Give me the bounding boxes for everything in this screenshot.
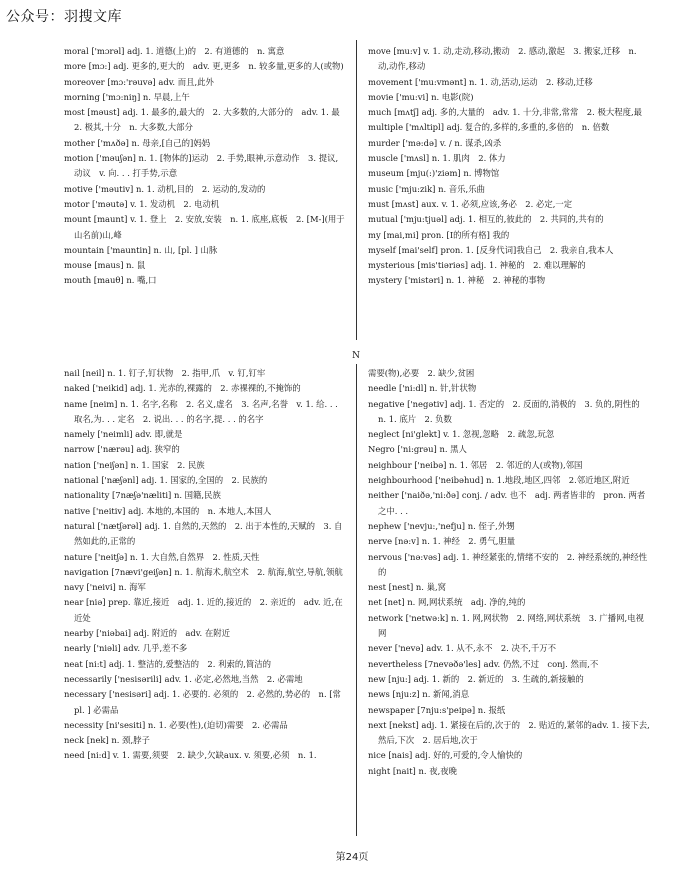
dictionary-entry: nail [neil] n. 1. 钉子,钉状物 2. 指甲,爪 v. 钉,钉牢 — [64, 368, 266, 378]
section-letter: N — [352, 351, 360, 361]
dictionary-entry: network ['netwə:k] n. 1. 网,网状物 2. 网络,网状系统 3. 广播网,电视网 — [368, 612, 644, 639]
dictionary-entry: moral ['mɔrəl] adj. 1. 道德(上)的 2. 有道德的 n. 寓意 — [64, 46, 285, 56]
dictionary-entry: nation ['neiʃən] n. 1. 国家 2. 民族 — [64, 459, 205, 470]
dictionary-entry: necessarily ['nesisərili] adv. 1. 必定,必然地,当然 2. 必需地 — [64, 673, 303, 684]
dictionary-entry: neck [nek] n. 颈,脖子 — [64, 735, 150, 746]
dictionary-entry: myself [mai'self] pron. 1. [反身代词]我自己 2. 我亲自,我本人 — [368, 244, 614, 255]
dictionary-entry: neat [ni:t] adj. 1. 整洁的,爱整洁的 2. 利索的,简洁的 — [64, 658, 271, 669]
dictionary-entry: namely ['neimli] adv. 即,就是 — [64, 429, 183, 440]
dictionary-entry: new [nju:] adj. 1. 新的 2. 新近的 3. 生疏的,新接触的 — [368, 673, 584, 684]
dictionary-entry: museum [mju(:)'ziəm] n. 博物馆 — [368, 168, 500, 179]
dictionary-entry: more [mɔ:] adj. 更多的,更大的 adv. 更,更多 n. 较多量,更多的人(或物) — [64, 61, 344, 72]
dictionary-entry: mutual ['mju:tjuəl] adj. 1. 相互的,彼此的 2. 共同的,共有的 — [368, 214, 604, 225]
dictionary-entry: mount [maunt] v. 1. 登上 2. 安放,安装 n. 1. 底座,底板 2. [M-](用于山名前)山,峰 — [64, 214, 345, 240]
column-divider-bottom — [356, 364, 357, 836]
dictionary-entry: nice [nais] adj. 好的,可爱的,令人愉快的 — [368, 750, 523, 761]
dictionary-entry: national ['næʃənl] adj. 1. 国家的,全国的 2. 民族的 — [64, 475, 268, 486]
dictionary-entry: movement ['mu:vmənt] n. 1. 动,活动,运动 2. 移动,迁移 — [368, 76, 593, 87]
dictionary-entry: move [mu:v] v. 1. 动,走动,移动,搬动 2. 感动,激起 3. 搬家,迁移 n. 动,动作,移动 — [368, 46, 637, 72]
dictionary-entry: most [məust] adj. 1. 最多的,最大的 2. 大多数的,大部分的 adv. 1. 最 2. 极其,十分 n. 大多数,大部分 — [64, 107, 349, 133]
dictionary-entry: neighbour ['neibə] n. 1. 邻居 2. 邻近的人(或物),邻国 — [368, 459, 583, 470]
dictionary-entry: nearby ['niəbai] adj. 附近的 adv. 在附近 — [64, 628, 230, 639]
dictionary-entry: navigation [7nævi'geiʃən] n. 1. 航海术,航空术 2. 航海,航空,导航,领航 — [64, 566, 343, 577]
dictionary-entry: near [niə] prep. 靠近,接近 adj. 1. 近的,接近的 2. 亲近的 adv. 近,在近处 — [64, 597, 343, 623]
dictionary-entry: neighbourhood ['neibəhud] n. 1.地段,地区,四邻 2.邻近地区,附近 — [368, 475, 630, 486]
dictionary-entry: night [nait] n. 夜,夜晚 — [368, 765, 457, 776]
n-section-left-column — [64, 366, 346, 764]
dictionary-entry: music ['mju:zik] n. 音乐,乐曲 — [368, 183, 485, 194]
dictionary-entry: mouth [mauθ] n. 嘴,口 — [64, 275, 157, 286]
column-divider-top — [356, 40, 357, 340]
m-section-left-column — [64, 44, 349, 289]
dictionary-entry: navy ['neivi] n. 海军 — [64, 582, 146, 593]
dictionary-entry: mysterious [mis'tiəriəs] adj. 1. 神秘的 2. 难以理解的 — [368, 260, 586, 271]
dictionary-entry: motor ['məutə] v. 1. 发动机 2. 电动机 — [64, 198, 220, 209]
dictionary-entry: must [mʌst] aux. v. 1. 必须,应该,务必 2. 必定,一定 — [368, 198, 573, 209]
dictionary-entry: mystery ['mistəri] n. 1. 神秘 2. 神秘的事物 — [368, 275, 546, 286]
watermark: 公众号：羽搜文库 — [6, 9, 122, 25]
dictionary-entry: muscle ['mʌsl] n. 1. 肌肉 2. 体力 — [368, 153, 506, 164]
dictionary-entry: motion ['məuʃən] n. 1. [物体的]运动 2. 手势,眼神,示意动作 3. 提议,动议 v. 向. . . 打手势,示意 — [64, 153, 339, 179]
m-section-right-column — [368, 44, 650, 289]
dictionary-entry: mother ['mʌðə] n. 母亲,[自己的]妈妈 — [64, 137, 211, 148]
n-section-right-column — [368, 366, 650, 779]
dictionary-entry: native ['neitiv] adj. 本地的,本国的 n. 本地人,本国人 — [64, 505, 272, 516]
dictionary-entry: morning ['mɔ:niŋ] n. 早晨,上午 — [64, 91, 190, 102]
dictionary-entry: nest [nest] n. 巢,窝 — [368, 582, 447, 593]
dictionary-entry: naked ['neikid] adj. 1. 光赤的,裸露的 2. 赤裸裸的,不掩饰的 — [64, 383, 301, 394]
dictionary-entry: nephew ['nevju:,'nefju] n. 侄子,外甥 — [368, 520, 515, 531]
dictionary-entry: necessity [ni'sesiti] n. 1. 必要(性),(迫切)需要 2. 必需品 — [64, 719, 288, 730]
dictionary-entry: negative ['negətiv] adj. 1. 否定的 2. 反面的,消极的 3. 负的,阴性的 n. 1. 底片 2. 负数 — [368, 398, 648, 424]
dictionary-entry: next [nekst] adj. 1. 紧接在后的,次于的 2. 贴近的,紧邻的adv. 1. 接下去,然后,下次 2. 居后地,次于 — [368, 719, 650, 746]
dictionary-entry: neglect [ni'glekt] v. 1. 忽视,忽略 2. 疏忽,玩忽 — [368, 429, 555, 440]
dictionary-entry: murder ['mə:də] v. / n. 谋杀,凶杀 — [368, 137, 502, 148]
dictionary-entry: nationality [7næʃə'næliti] n. 国籍,民族 — [64, 490, 221, 501]
dictionary-entry: multiple ['mʌltipl] adj. 复合的,多样的,多重的,多倍的 n. 倍数 — [368, 122, 610, 133]
dictionary-entry: need [ni:d] v. 1. 需要,须要 2. 缺少,欠缺aux. v. 须要,必须 n. 1. — [64, 750, 317, 761]
dictionary-entry: neither ['naiðə,'ni:ðə] conj. / adv. 也不 adj. 两者皆非的 pron. 两者之中. . . — [368, 490, 646, 516]
dictionary-entry: narrow ['nærəu] adj. 狭窄的 — [64, 444, 180, 455]
dictionary-entry: moreover [mɔ:'rəuvə] adv. 而且,此外 — [64, 76, 214, 87]
dictionary-entry: nerve [nə:v] n. 1. 神经 2. 勇气,胆量 — [368, 536, 516, 547]
dictionary-entry: net [net] n. 网,网状系统 adj. 净的,纯的 — [368, 597, 526, 608]
dictionary-entry: mountain ['mauntin] n. 山, [pl. ] 山脉 — [64, 244, 218, 255]
dictionary-entry: newspaper [7nju:s'peipə] n. 报纸 — [368, 704, 506, 715]
dictionary-entry: nature ['neitʃə] n. 1. 大自然,自然界 2. 性质,天性 — [64, 551, 260, 562]
dictionary-entry: my [mai,mi] pron. [I的所有格] 我的 — [368, 229, 510, 240]
dictionary-entry: name [neim] n. 1. 名字,名称 2. 名义,虚名 3. 名声,名誉 v. 1. 给. . . 取名,为. . . 定名 2. 说出. . . 的名字,提. . . 的名字 — [64, 398, 338, 424]
dictionary-entry: needle ['ni:dl] n. 针,针状物 — [368, 383, 477, 394]
dictionary-entry: nevertheless [7nevəðə'les] adv. 仍然,不过 conj. 然而,不 — [368, 658, 599, 669]
dictionary-entry: never ['nevə] adv. 1. 从不,永不 2. 决不,千万不 — [368, 643, 557, 654]
dictionary-entry: news [nju:z] n. 新闻,消息 — [368, 689, 470, 700]
dictionary-entry: nervous ['nə:vəs] adj. 1. 神经紧张的,情绪不安的 2. 神经系统的,神经性的 — [368, 551, 648, 577]
dictionary-entry: 需要(物),必要 2. 缺少,贫困 — [368, 368, 475, 378]
dictionary-entry: motive ['məutiv] n. 1. 动机,目的 2. 运动的,发动的 — [64, 183, 266, 194]
dictionary-entry: Negro ['ni:grəu] n. 黑人 — [368, 444, 467, 455]
page-number: 第24页 — [335, 852, 369, 863]
dictionary-entry: natural ['nætʃərəl] adj. 1. 自然的,天然的 2. 出于本性的,天赋的 3. 自然如此的,正常的 — [64, 520, 343, 547]
dictionary-entry: much [mʌtʃ] adj. 多的,大量的 adv. 1. 十分,非常,常常 2. 极大程度,最 — [368, 107, 642, 118]
dictionary-entry: nearly ['niəli] adv. 几乎,差不多 — [64, 643, 188, 654]
dictionary-entry: movie ['mu:vi] n. 电影(院) — [368, 91, 474, 102]
dictionary-entry: mouse [maus] n. 鼠 — [64, 260, 146, 271]
dictionary-entry: necessary ['nesisəri] adj. 1. 必要的. 必须的 2. 必然的,势必的 n. [常pl. ] 必需品 — [64, 689, 341, 715]
